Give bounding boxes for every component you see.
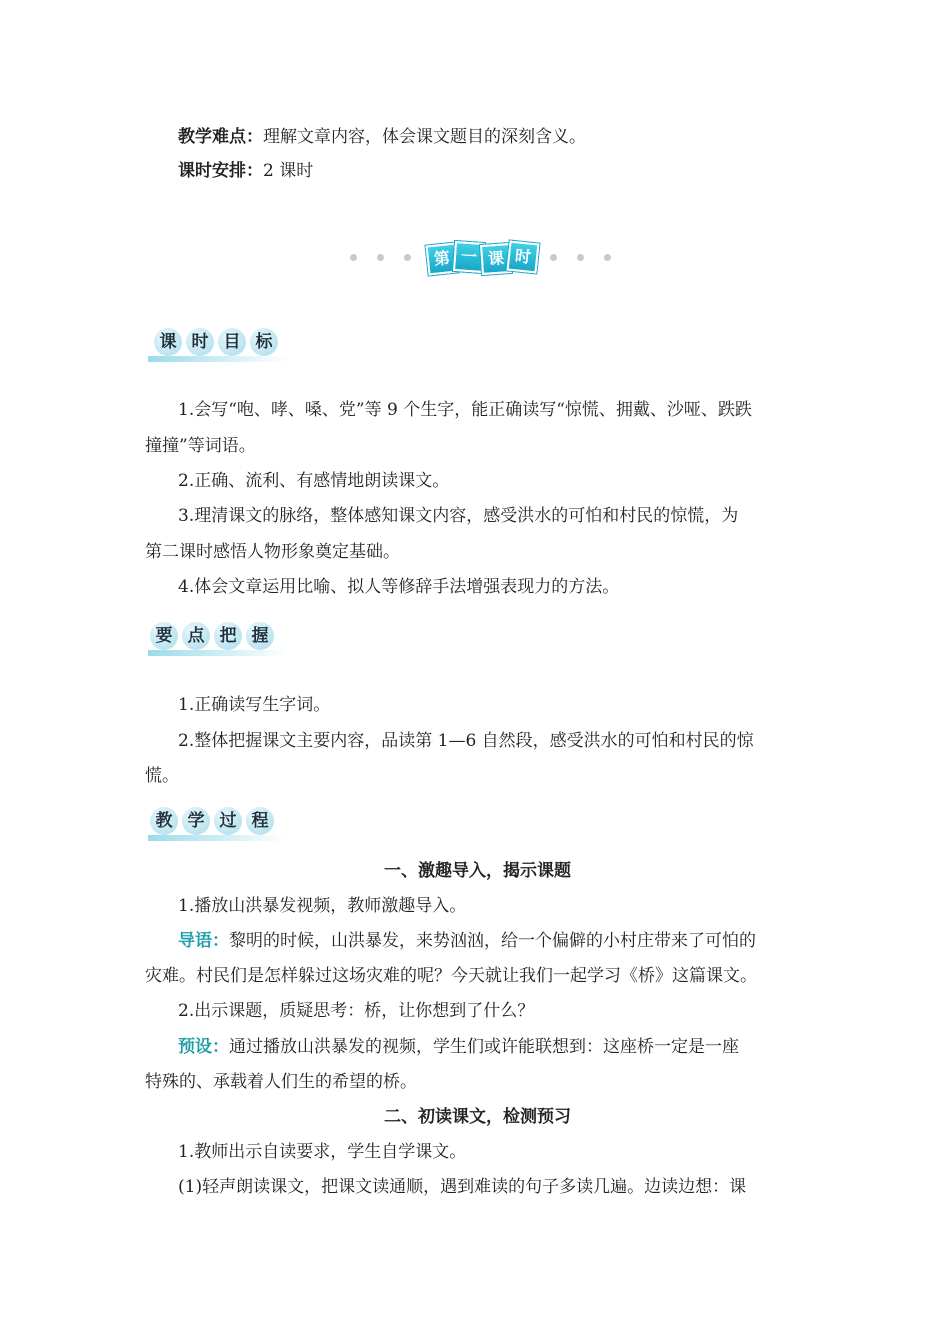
keypoint-2-line-1: 2.整体把握课文主要内容，品读第 1—6 自然段，感受洪水的可怕和村民的惊 <box>178 731 754 751</box>
section-title-char: 点 <box>182 622 210 650</box>
process-p3: 1.教师出示自读要求，学生自学课文。 <box>178 1142 467 1162</box>
section-title-char: 标 <box>250 328 278 356</box>
schedule-label: 课时安排： <box>178 161 263 181</box>
banner-dot <box>550 254 557 261</box>
difficulty-label: 教学难点： <box>178 127 263 147</box>
section-title-objectives <box>148 328 288 364</box>
schedule-text: 2 课时 <box>263 161 314 181</box>
section-underline <box>148 650 288 656</box>
lesson-title-tiles <box>425 240 535 274</box>
process-p1: 1.播放山洪暴发视频，教师激趣导入。 <box>178 896 467 916</box>
banner-dot <box>577 254 584 261</box>
objective-3-line-1: 3.理清课文的脉络，整体感知课文内容，感受洪水的可怕和村民的惊慌，为 <box>178 506 739 526</box>
intro-line-1 <box>178 929 810 953</box>
intro-text: 黎明的时候，山洪暴发，来势汹汹，给一个偏僻的小村庄带来了可怕的 <box>229 931 756 951</box>
section-title-char: 要 <box>150 622 178 650</box>
intro-line-2: 灾难。村民们是怎样躲过这场灾难的呢？今天就让我们一起学习《桥》这篇课文。 <box>145 966 757 986</box>
objective-1-line-1: 1.会写“咆、哮、嗓、党”等 9 个生字，能正确读写“惊慌、拥戴、沙哑、跌跌 <box>178 400 752 420</box>
difficulty-line <box>178 125 810 149</box>
section-title-char: 把 <box>214 622 242 650</box>
lesson-tile: 一 <box>453 241 485 273</box>
preset-line-1 <box>178 1035 810 1059</box>
intro-label: 导语： <box>178 931 229 951</box>
section-title-char: 程 <box>246 807 274 835</box>
banner-dot <box>377 254 384 261</box>
process-p2: 2.出示课题，质疑思考：桥，让你想到了什么？ <box>178 1001 535 1021</box>
section-title-char: 教 <box>150 807 178 835</box>
section-title-char: 学 <box>182 807 210 835</box>
objective-4: 4.体会文章运用比喻、拟人等修辞手法增强表现力的方法。 <box>178 577 620 597</box>
section-underline <box>148 835 288 841</box>
part-2-heading: 二、初读课文，检测预习 <box>384 1107 571 1127</box>
keypoint-2-line-2: 慌。 <box>145 766 179 786</box>
preset-label: 预设： <box>178 1037 229 1057</box>
part-1-heading: 一、激趣导入，揭示课题 <box>384 861 571 881</box>
lesson-tile: 课 <box>480 243 512 275</box>
difficulty-text: 理解文章内容，体会课文题目的深刻含义。 <box>263 127 586 147</box>
section-title-char: 握 <box>246 622 274 650</box>
banner-dot <box>404 254 411 261</box>
preset-text: 通过播放山洪暴发的视频，学生们或许能联想到：这座桥一定是一座 <box>229 1037 739 1057</box>
lesson-tile: 时 <box>507 241 540 274</box>
section-title-char: 时 <box>186 328 214 356</box>
schedule-line <box>178 159 810 183</box>
banner-dot <box>604 254 611 261</box>
section-underline <box>148 356 288 362</box>
objective-3-line-2: 第二课时感悟人物形象奠定基础。 <box>145 542 400 562</box>
preset-line-2: 特殊的、承载着人们生的希望的桥。 <box>145 1072 417 1092</box>
section-title-char: 过 <box>214 807 242 835</box>
objective-2: 2.正确、流利、有感情地朗读课文。 <box>178 471 450 491</box>
banner-dot <box>350 254 357 261</box>
keypoint-1: 1.正确读写生字词。 <box>178 695 331 715</box>
section-title-char: 课 <box>154 328 182 356</box>
section-title-char: 目 <box>218 328 246 356</box>
process-p4: (1)轻声朗读课文，把课文读通顺，遇到难读的句子多读几遍。边读边想：课 <box>178 1177 747 1197</box>
section-title-process <box>148 807 288 843</box>
objective-1-line-2: 撞撞”等词语。 <box>145 436 256 456</box>
lesson-tile: 第 <box>426 243 459 276</box>
section-title-keypoints <box>148 622 288 658</box>
